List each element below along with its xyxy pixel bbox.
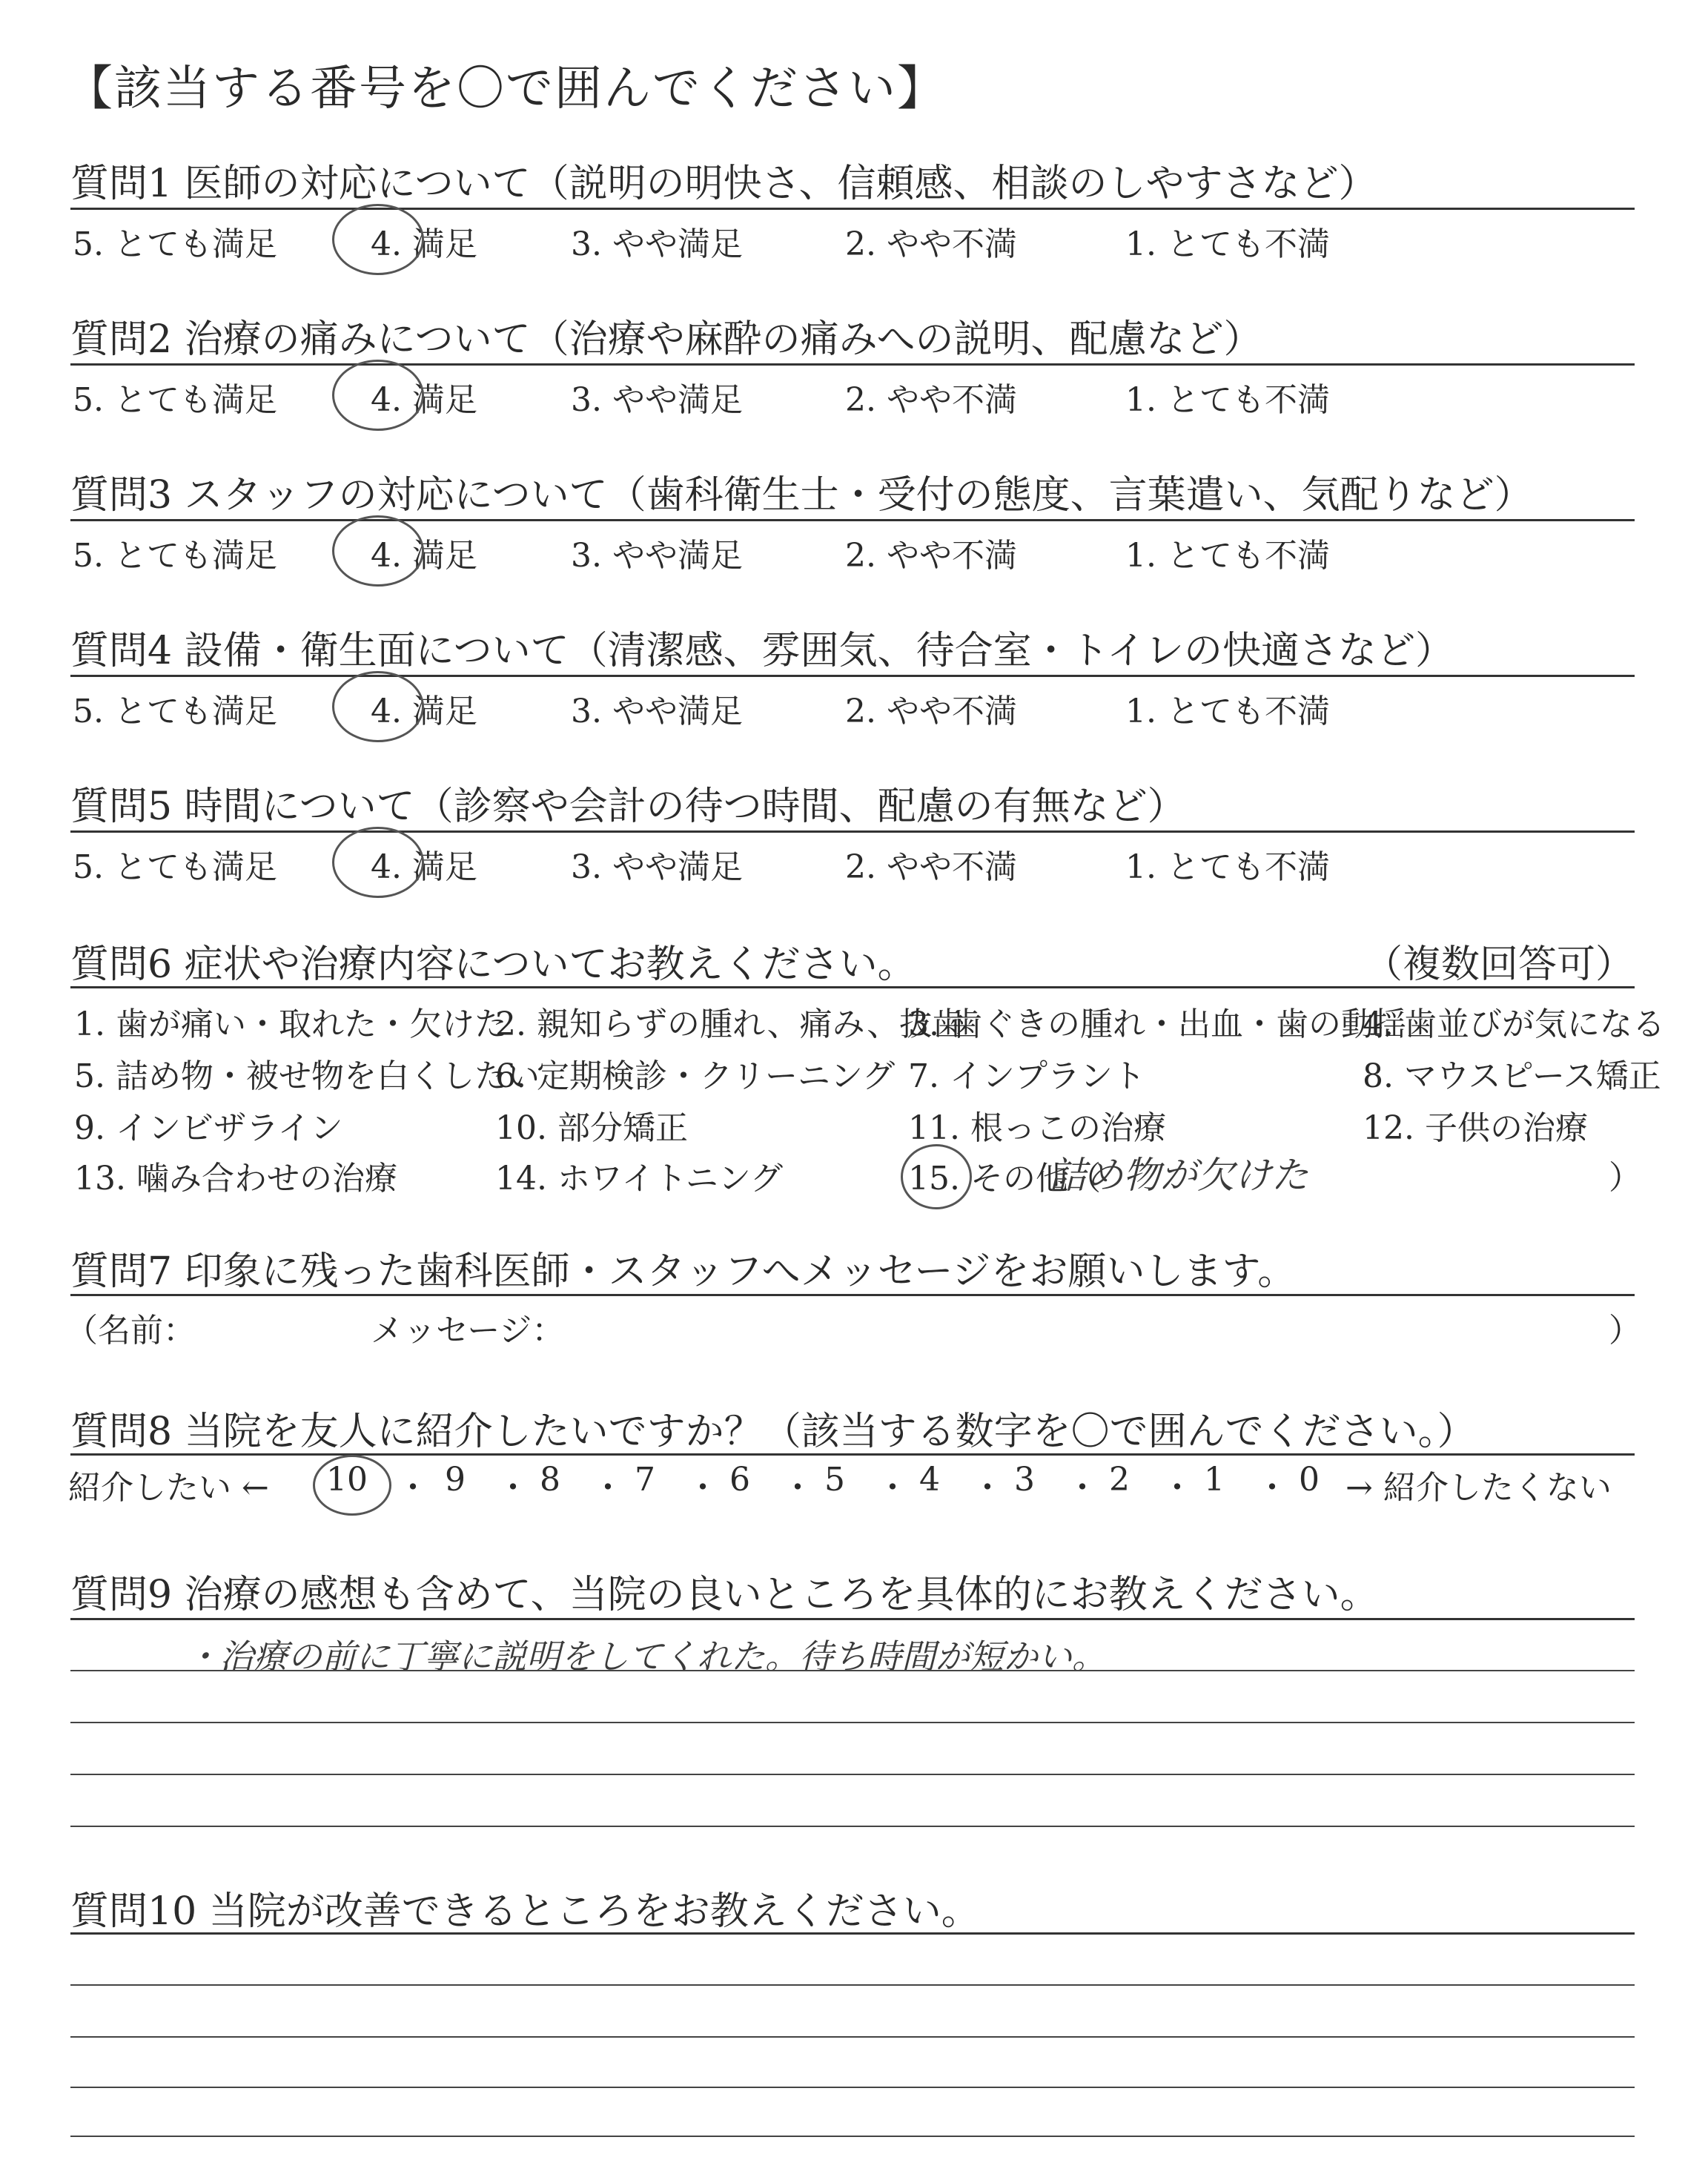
q8-separator-dot: ・ (592, 1469, 624, 1507)
rating-option: 3. やや満足 (571, 381, 743, 419)
rating-option: 4. 満足 (371, 693, 477, 730)
rating-option: 3. やや満足 (571, 225, 743, 263)
q8-separator-dot: ・ (497, 1469, 529, 1507)
question-rule (70, 675, 1635, 677)
q7-message-label: メッセージ： (371, 1312, 565, 1350)
q8-scale-number: 10 (326, 1461, 368, 1499)
q7-name-label: （名前： (65, 1312, 196, 1350)
q8-scale-number: 3 (1014, 1461, 1035, 1499)
rating-option: 5. とても満足 (73, 381, 277, 419)
rating-option: 3. やや満足 (571, 537, 743, 575)
q8-separator-dot: ・ (1066, 1469, 1099, 1507)
q8-separator-dot: ・ (876, 1469, 909, 1507)
q8-scale-number: 9 (445, 1461, 466, 1499)
q9-label: 質問9 治療の感想も含めて、当院の良いところを具体的にお教えください。 (70, 1573, 1379, 1617)
q6-option: 9. インビザライン (74, 1109, 343, 1147)
question-rule (70, 830, 1635, 833)
q6-option: 13. 噛み合わせの治療 (74, 1160, 397, 1198)
q6-option: 3. 歯ぐきの腫れ・出血・歯の動揺 (908, 1005, 1406, 1043)
q10-line (70, 2036, 1635, 2038)
q7-label: 質問7 印象に残った歯科医師・スタッフへメッセージをお願いします。 (70, 1249, 1297, 1294)
answer-circle (332, 827, 424, 898)
q8-scale-number: 1 (1204, 1461, 1225, 1499)
rating-option: 5. とても満足 (73, 537, 277, 575)
rating-option: 2. やや不満 (845, 537, 1017, 575)
q6-option: 5. 詰め物・被せ物を白くしたい (74, 1057, 540, 1095)
rating-option: 5. とても満足 (73, 225, 277, 263)
q9-line (70, 1774, 1635, 1775)
q8-separator-dot: ・ (1256, 1469, 1288, 1507)
q8-separator-dot: ・ (781, 1469, 814, 1507)
q8-scale-number: 5 (824, 1461, 845, 1499)
q6-option: 8. マウスピース矯正 (1363, 1057, 1661, 1095)
q6-other-text: 詰め物が欠けた (1049, 1154, 1308, 1197)
q8-scale-number: 0 (1299, 1461, 1320, 1499)
q6-option: 7. インプラント (908, 1057, 1145, 1095)
q8-scale-number: 8 (540, 1461, 560, 1499)
q6-rule (70, 986, 1635, 988)
question-label: 質問5 時間について（診察や会計の待つ時間、配慮の有無など） (70, 785, 1186, 829)
q10-line (70, 1984, 1635, 1986)
q6-option: 15. その他（ (908, 1160, 1101, 1198)
q6-option: 1. 歯が痛い・取れた・欠けた (74, 1005, 507, 1043)
rating-option: 2. やや不満 (845, 693, 1017, 730)
q8-separator-dot: ・ (1161, 1469, 1194, 1507)
question-label: 質問1 医師の対応について（説明の明快さ、信頼感、相談のしやすさなど） (70, 162, 1377, 206)
q8-scale-number: 2 (1109, 1461, 1130, 1499)
q8-rule (70, 1453, 1635, 1456)
q6-option: 14. ホワイトニング (495, 1160, 784, 1198)
question-rule (70, 363, 1635, 366)
rating-option: 1. とても不満 (1125, 848, 1330, 886)
q9-answer: ・治療の前に丁寧に説明をしてくれた。待ち時間が短かい。 (185, 1636, 1106, 1677)
q8-scale-number: 7 (635, 1461, 655, 1499)
q7-close-paren: ） (1609, 1312, 1641, 1350)
rating-option: 1. とても不満 (1125, 225, 1330, 263)
rating-option: 5. とても満足 (73, 693, 277, 730)
rating-option: 4. 満足 (371, 848, 477, 886)
q8-label: 質問8 当院を友人に紹介したいですか？（該当する数字を〇で囲んでください。） (70, 1410, 1476, 1454)
q8-right-label: → 紹介したくない (1345, 1469, 1612, 1507)
rating-option: 1. とても不満 (1125, 693, 1330, 730)
q8-left-label: 紹介したい ← (68, 1469, 269, 1507)
answer-circle (332, 204, 424, 275)
rating-option: 4. 満足 (371, 381, 477, 419)
rating-option: 3. やや満足 (571, 848, 743, 886)
q8-separator-dot: ・ (971, 1469, 1004, 1507)
form-header: 【該当する番号を〇で囲んでください】 (65, 62, 946, 116)
rating-option: 1. とても不満 (1125, 381, 1330, 419)
q8-separator-dot: ・ (686, 1469, 719, 1507)
q10-rule (70, 1932, 1635, 1935)
q6-option: 4. 歯並びが気になる (1363, 1005, 1665, 1043)
rating-option: 2. やや不満 (845, 848, 1017, 886)
q8-scale-number: 6 (729, 1461, 750, 1499)
q6-option: 11. 根っこの治療 (908, 1109, 1166, 1147)
question-rule (70, 208, 1635, 210)
answer-circle (332, 515, 424, 587)
q8-answer-circle (313, 1455, 391, 1516)
rating-option: 5. とても満足 (73, 848, 277, 886)
rating-option: 2. やや不満 (845, 225, 1017, 263)
rating-option: 4. 満足 (371, 225, 477, 263)
q9-rule (70, 1618, 1635, 1620)
answer-circle (332, 671, 424, 742)
rating-option: 4. 満足 (371, 537, 477, 575)
question-label: 質問3 スタッフの対応について（歯科衛生士・受付の態度、言葉遣い、気配りなど） (70, 473, 1533, 518)
q6-option: 12. 子供の治療 (1363, 1109, 1588, 1147)
q6-close-paren: ） (1609, 1159, 1641, 1197)
question-rule (70, 519, 1635, 521)
q8-scale-number: 4 (919, 1461, 940, 1499)
q10-label: 質問10 当院が改善できるところをお教えください。 (70, 1889, 980, 1934)
q6-option: 2. 親知らずの腫れ、痛み、抜歯 (495, 1005, 965, 1043)
q9-line (70, 1670, 1635, 1671)
q6-option: 6. 定期検診・クリーニング (495, 1057, 896, 1095)
q10-line (70, 2087, 1635, 2088)
question-label: 質問2 治療の痛みについて（治療や麻酔の痛みへの説明、配慮など） (70, 317, 1262, 362)
answer-circle (332, 360, 424, 431)
rating-option: 1. とても不満 (1125, 537, 1330, 575)
q9-line (70, 1826, 1635, 1827)
q6-label: 質問6 症状や治療内容についてお教えください。 (70, 942, 916, 987)
q6-note: （複数回答可） (1364, 942, 1635, 987)
q10-line (70, 2136, 1635, 2137)
q7-rule (70, 1294, 1635, 1296)
q6-answer-circle (901, 1144, 972, 1209)
rating-option: 3. やや満足 (571, 693, 743, 730)
rating-option: 2. やや不満 (845, 381, 1017, 419)
question-label: 質問4 設備・衛生面について（清潔感、雰囲気、待合室・トイレの快適さなど） (70, 629, 1454, 673)
q9-line (70, 1722, 1635, 1723)
q6-option: 10. 部分矯正 (495, 1109, 688, 1147)
q8-separator-dot: ・ (397, 1469, 429, 1507)
